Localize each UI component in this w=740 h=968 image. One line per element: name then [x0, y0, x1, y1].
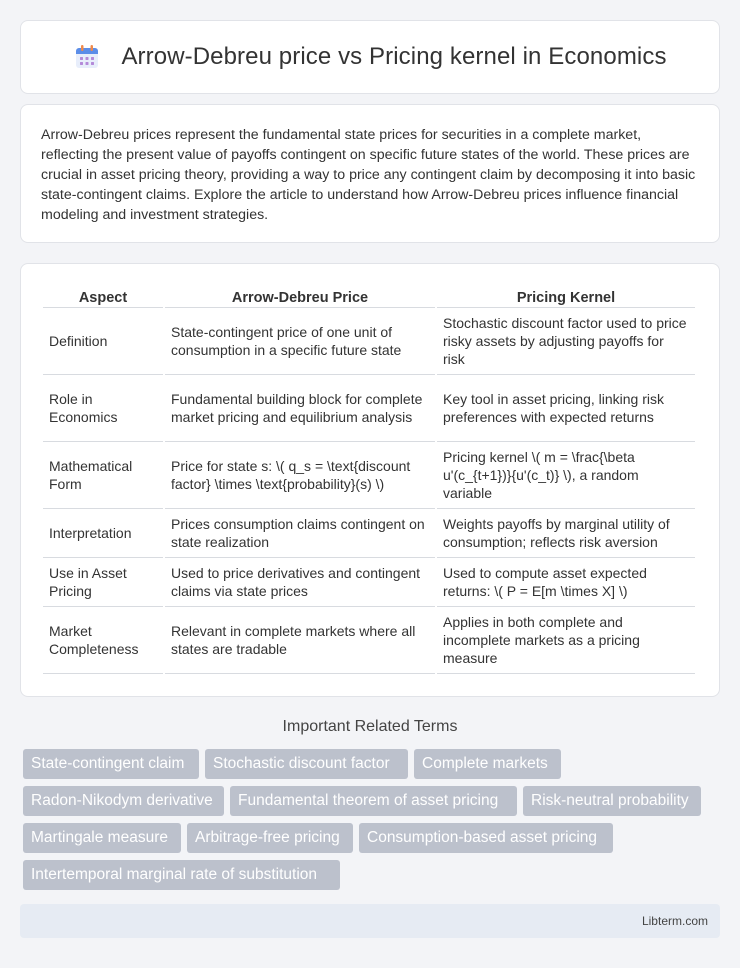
tag-consumption-based-asset-pricing[interactable]: Consumption-based asset pricing: [359, 823, 613, 853]
cell-arrow-debreu: Relevant in complete markets where all states are tradable: [165, 607, 435, 674]
title-card: [20, 20, 720, 94]
cell-pricing-kernel: Stochastic discount factor used to price risky assets by adjusting payoffs for risk: [437, 308, 695, 375]
table-row: [43, 509, 695, 558]
calendar-icon: [73, 43, 101, 71]
tag-risk-neutral-probability[interactable]: Risk-neutral probability: [523, 786, 701, 816]
cell-pricing-kernel: Key tool in asset pricing, linking risk preferences with expected returns: [437, 375, 695, 442]
cell-aspect: Definition: [43, 308, 163, 375]
cell-arrow-debreu: Price for state s: \( q_s = \text{discount factor} \times \text{probability}(s) \): [165, 442, 435, 509]
tag-intertemporal-mrs[interactable]: Intertemporal marginal rate of substitution: [23, 860, 340, 890]
related-terms-section: [20, 717, 720, 899]
footer: [20, 904, 720, 938]
tag-fundamental-theorem[interactable]: Fundamental theorem of asset pricing: [230, 786, 517, 816]
header-arrow-debreu-price: Arrow-Debreu Price: [165, 284, 435, 308]
cell-aspect: Market Completeness: [43, 607, 163, 674]
related-terms-tags: [20, 749, 720, 899]
cell-arrow-debreu: Used to price derivatives and contingent claims via state prices: [165, 558, 435, 607]
header-aspect: Aspect: [43, 284, 163, 308]
table-row: [43, 442, 695, 509]
cell-arrow-debreu: Prices consumption claims contingent on state realization: [165, 509, 435, 558]
cell-aspect: Use in Asset Pricing: [43, 558, 163, 607]
cell-pricing-kernel: Applies in both complete and incomplete markets as a pricing measure: [437, 607, 695, 674]
cell-pricing-kernel: Pricing kernel \( m = \frac{\beta u'(c_{t+1})}{u'(c_t)} \), a random variable: [437, 442, 695, 509]
cell-arrow-debreu: Fundamental building block for complete market pricing and equilibrium analysis: [165, 375, 435, 442]
tag-arbitrage-free-pricing[interactable]: Arbitrage-free pricing: [187, 823, 353, 853]
cell-aspect: Mathematical Form: [43, 442, 163, 509]
page-title: Arrow-Debreu price vs Pricing kernel in Economics: [121, 43, 667, 70]
tag-complete-markets[interactable]: Complete markets: [414, 749, 561, 779]
intro-card: [20, 104, 720, 243]
table-row: [43, 308, 695, 375]
cell-aspect: Role in Economics: [43, 375, 163, 442]
cell-pricing-kernel: Weights payoffs by marginal utility of consumption; reflects risk aversion: [437, 509, 695, 558]
tag-radon-nikodym-derivative[interactable]: Radon-Nikodym derivative: [23, 786, 224, 816]
table-row: [43, 558, 695, 607]
table-row: [43, 607, 695, 674]
header-pricing-kernel: Pricing Kernel: [437, 284, 695, 308]
footer-brand-link[interactable]: Libterm.com: [641, 914, 708, 928]
cell-arrow-debreu: State-contingent price of one unit of consumption in a specific future state: [165, 308, 435, 375]
tag-stochastic-discount-factor[interactable]: Stochastic discount factor: [205, 749, 408, 779]
comparison-table-card: [20, 263, 720, 697]
tag-martingale-measure[interactable]: Martingale measure: [23, 823, 181, 853]
intro-paragraph: Arrow-Debreu prices represent the fundamental state prices for securities in a complete market, reflecting the present value of payoffs contingent on specific future states of the world. These prices are crucial in asset pricing theory, providing a way to price any contingent claim by decomposing it into basic state-contingent claims. Explore the article to understand how Arrow-Debreu prices influence financial modeling and investment strategies.: [41, 127, 696, 223]
table-header-row: [43, 284, 695, 308]
cell-aspect: Interpretation: [43, 509, 163, 558]
table-row: [43, 375, 695, 442]
related-terms-title: Important Related Terms: [282, 718, 458, 735]
comparison-table: [41, 284, 697, 674]
tag-state-contingent-claim[interactable]: State-contingent claim: [23, 749, 199, 779]
cell-pricing-kernel: Used to compute asset expected returns: \( P = E[m \times X] \): [437, 558, 695, 607]
